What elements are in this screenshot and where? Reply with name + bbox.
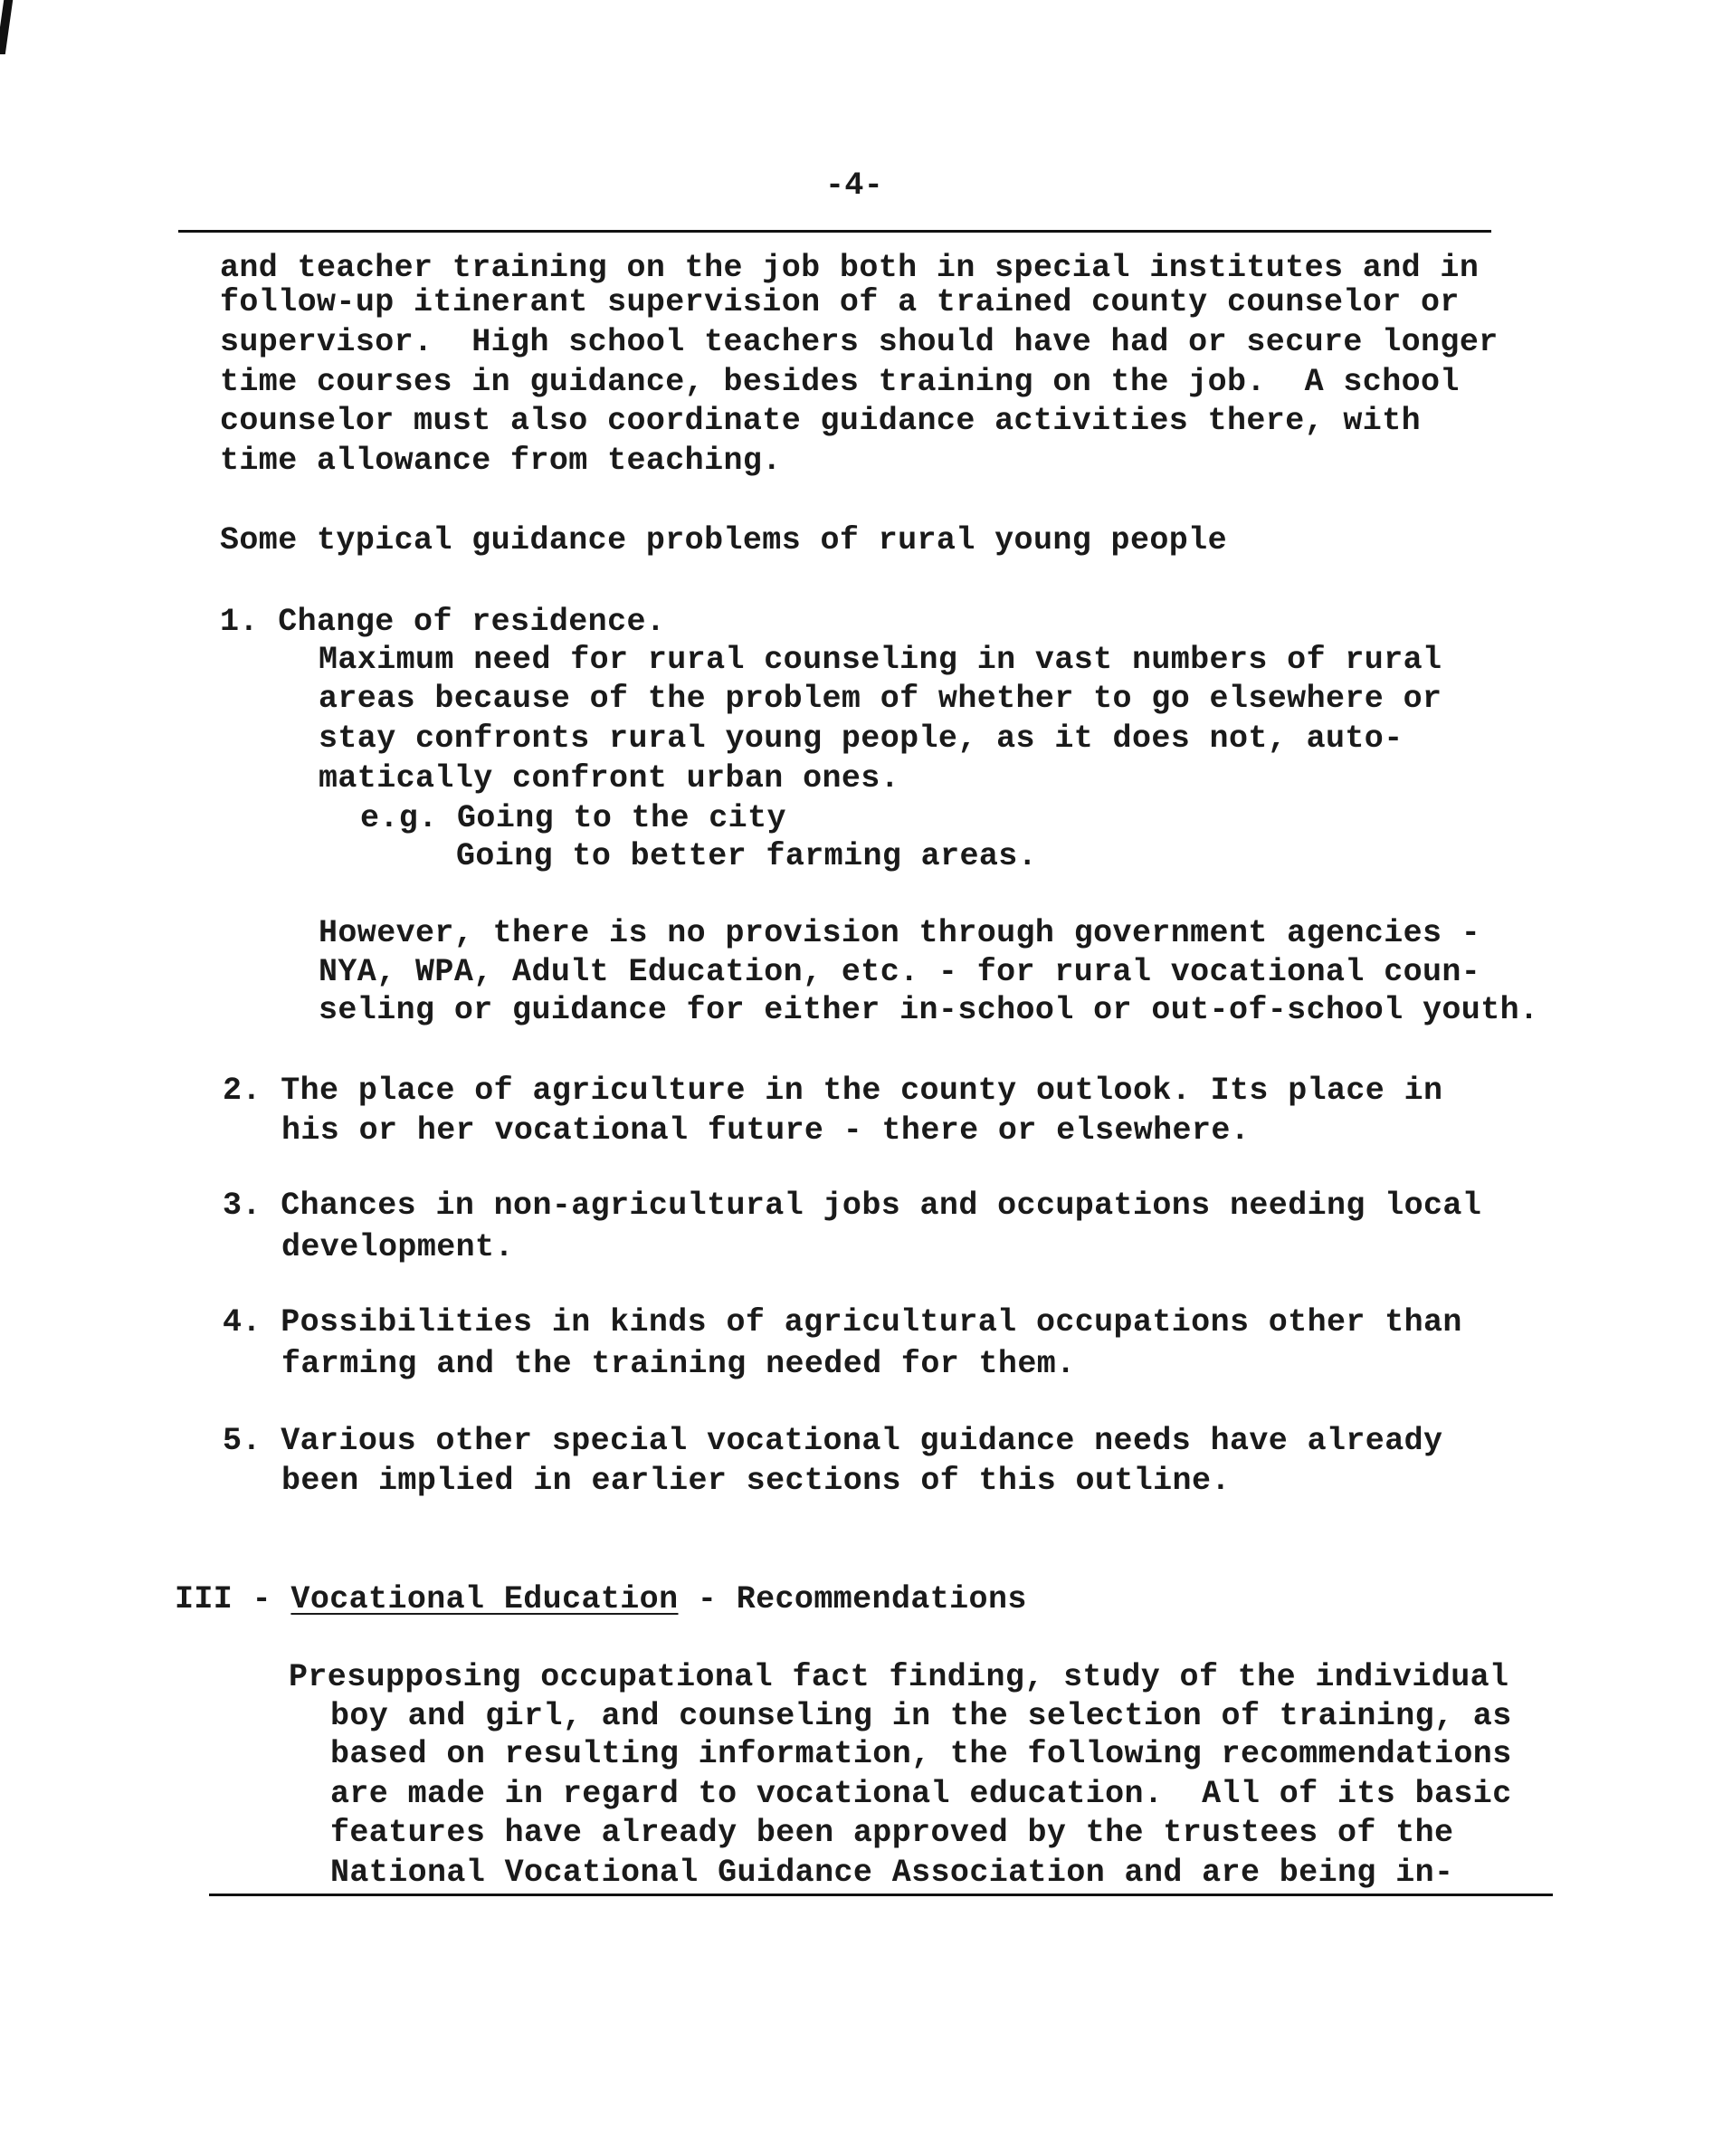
item-1-however: However, there is no provision through government agencies - <box>319 915 1481 951</box>
section-3-line: boy and girl, and counseling in the selection of training, as <box>330 1698 1512 1734</box>
paragraph-line: counselor must also coordinate guidance activities there, with <box>220 403 1422 439</box>
section-3-line: Presupposing occupational fact finding, study of the individual <box>289 1659 1509 1695</box>
item-3-line: 3. Chances in non-agricultural jobs and occupations needing local <box>223 1188 1482 1224</box>
scan-edge-mark <box>0 0 13 54</box>
bottom-rule <box>209 1894 1553 1896</box>
item-2-line: his or her vocational future - there or elsewhere. <box>281 1112 1251 1149</box>
paragraph-line: and teacher training on the job both in special institutes and in <box>220 250 1480 286</box>
page-number: -4- <box>825 167 884 204</box>
section-3-line: National Vocational Guidance Association and are being in- <box>330 1855 1454 1891</box>
item-4-line: 4. Possibilities in kinds of agricultural occupations other than <box>223 1304 1462 1340</box>
section-heading: Some typical guidance problems of rural young people <box>220 522 1227 558</box>
section-3-numeral: III - <box>175 1581 291 1617</box>
section-3-suffix: - Recommendations <box>678 1581 1027 1617</box>
top-rule <box>178 230 1491 233</box>
section-3-title: Vocational Education <box>290 1581 679 1617</box>
item-1-line: areas because of the problem of whether to go elsewhere or <box>319 681 1442 717</box>
paragraph-line: follow-up itinerant supervision of a trained county counselor or <box>220 284 1460 320</box>
item-2-line: 2. The place of agriculture in the county outlook. Its place in <box>223 1073 1443 1109</box>
section-3-line: based on resulting information, the following recommendations <box>330 1736 1512 1772</box>
item-1-line: stay confronts rural young people, as it does not, auto- <box>319 720 1404 757</box>
item-5-line: 5. Various other special vocational guidance needs have already <box>223 1423 1443 1459</box>
item-1-line: matically confront urban ones. <box>319 760 900 797</box>
item-1-title: 1. Change of residence. <box>220 604 666 640</box>
paragraph-line: time courses in guidance, besides training on the job. A school <box>220 364 1460 400</box>
item-1-however: NYA, WPA, Adult Education, etc. - for rural vocational coun- <box>319 954 1481 990</box>
section-3-heading <box>175 1581 1027 1617</box>
item-1-however: seling or guidance for either in-school or out-of-school youth. <box>319 992 1539 1028</box>
item-1-line: Maximum need for rural counseling in vast numbers of rural <box>319 642 1442 678</box>
item-1-example: e.g. Going to the city <box>360 800 786 836</box>
section-3-line: are made in regard to vocational education. All of its basic <box>330 1776 1512 1812</box>
item-5-line: been implied in earlier sections of this outline. <box>281 1463 1231 1499</box>
paragraph-line: supervisor. High school teachers should have had or secure longer <box>220 324 1499 360</box>
item-1-example: Going to better farming areas. <box>456 838 1038 874</box>
paragraph-line: time allowance from teaching. <box>220 443 782 479</box>
section-3-line: features have already been approved by the trustees of the <box>330 1815 1454 1851</box>
item-4-line: farming and the training needed for them. <box>281 1346 1076 1382</box>
item-3-line: development. <box>281 1229 514 1265</box>
